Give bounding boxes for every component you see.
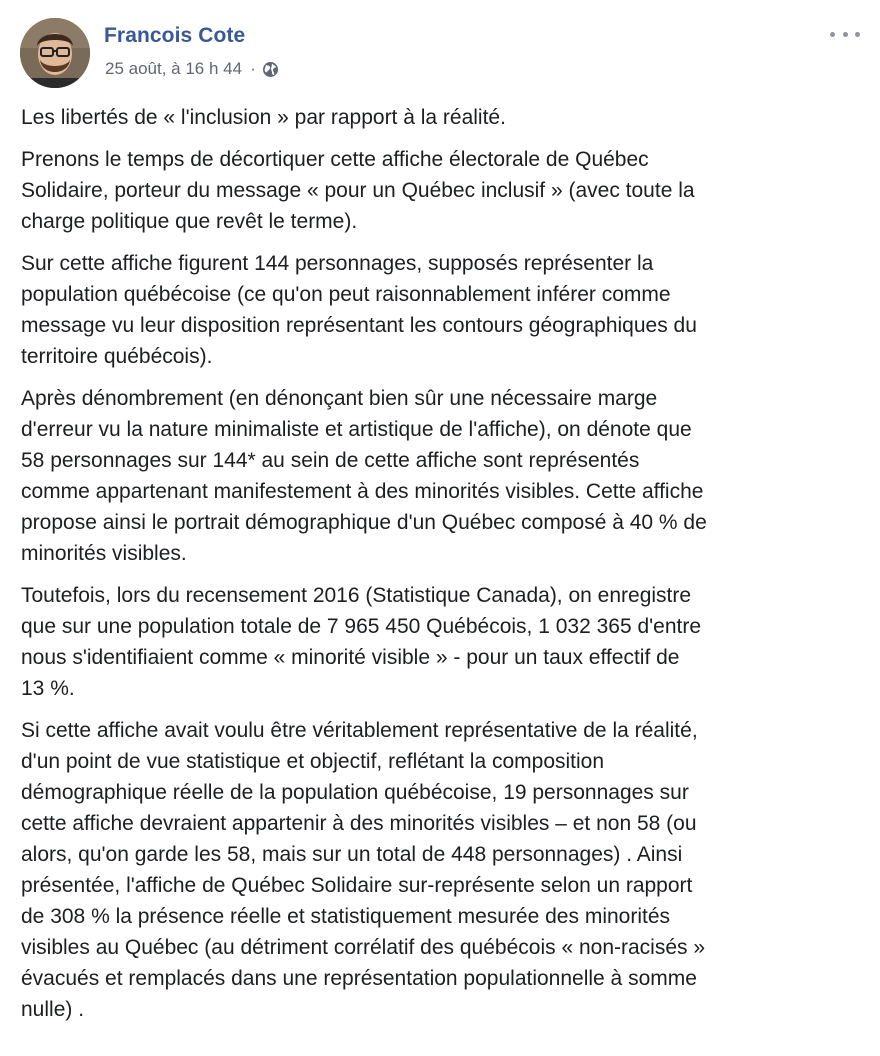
post-paragraph: Après dénombrement (en dénonçant bien sûr une nécessaire marge d'erreur vu la nature minimaliste et artistique de l'affiche), on dénote que 58 personnages sur 144* au sein de cette affiche sont représentés comme appartenant manifestement à des minorités visibles. Cette affiche propose ainsi le portrait démographique d'un Québec composé à 40 % de minorités visibles. — [21, 387, 707, 565]
avatar[interactable] — [20, 18, 90, 88]
menu-dot — [855, 32, 860, 37]
avatar-photo-icon — [20, 18, 90, 88]
post-paragraph: Toutefois, lors du recensement 2016 (Statistique Canada), on enregistre que sur une population totale de 7 965 450 Québécois, 1 032 365 d'entre nous s'identifiaient comme « minorité visible » - pour un taux effectif de 13 %. — [21, 584, 702, 700]
globe-icon[interactable] — [262, 61, 279, 78]
menu-dot — [830, 32, 835, 37]
post-meta — [105, 59, 279, 79]
author-name-link[interactable]: Francois Cote — [104, 24, 246, 47]
menu-dot — [843, 32, 848, 37]
post-paragraph: Si cette affiche avait voulu être véritablement représentative de la réalité, d'un point de vue statistique et objectif, reflétant la composition démographique réelle de la population québécoise, 19 personnages sur cette affiche devraient appartenir à des minorités visibles – et non 58 (ou alors, qu'on garde les 58, mais sur un total de 448 personnages) . Ainsi présentée, l'affiche de Québec Solidaire sur-représente selon un rapport de 308 % la présence réelle et statistiquement mesurée des minorités visibles au Québec (au détriment corrélatif des québécois « non-racisés » évacués et remplacés dans une représentation populationnelle à somme nulle) . — [21, 719, 706, 1021]
post-paragraph: Sur cette affiche figurent 144 personnages, supposés représenter la population québécoise (ce qu'on peut raisonnablement inférer comme message vu leur disposition représentant les contours géographiques du territoire québécois). — [21, 252, 697, 368]
post-body — [21, 102, 861, 1036]
meta-separator: · — [250, 59, 256, 78]
more-options-icon[interactable] — [830, 24, 860, 44]
post-timestamp[interactable]: 25 août, à 16 h 44 — [105, 59, 243, 78]
post-paragraph: Les libertés de « l'inclusion » par rapport à la réalité. — [21, 106, 506, 129]
post-paragraph: Prenons le temps de décortiquer cette affiche électorale de Québec Solidaire, porteur du message « pour un Québec inclusif » (avec toute la charge politique que revêt le terme). — [21, 148, 695, 233]
post-header — [20, 18, 870, 88]
